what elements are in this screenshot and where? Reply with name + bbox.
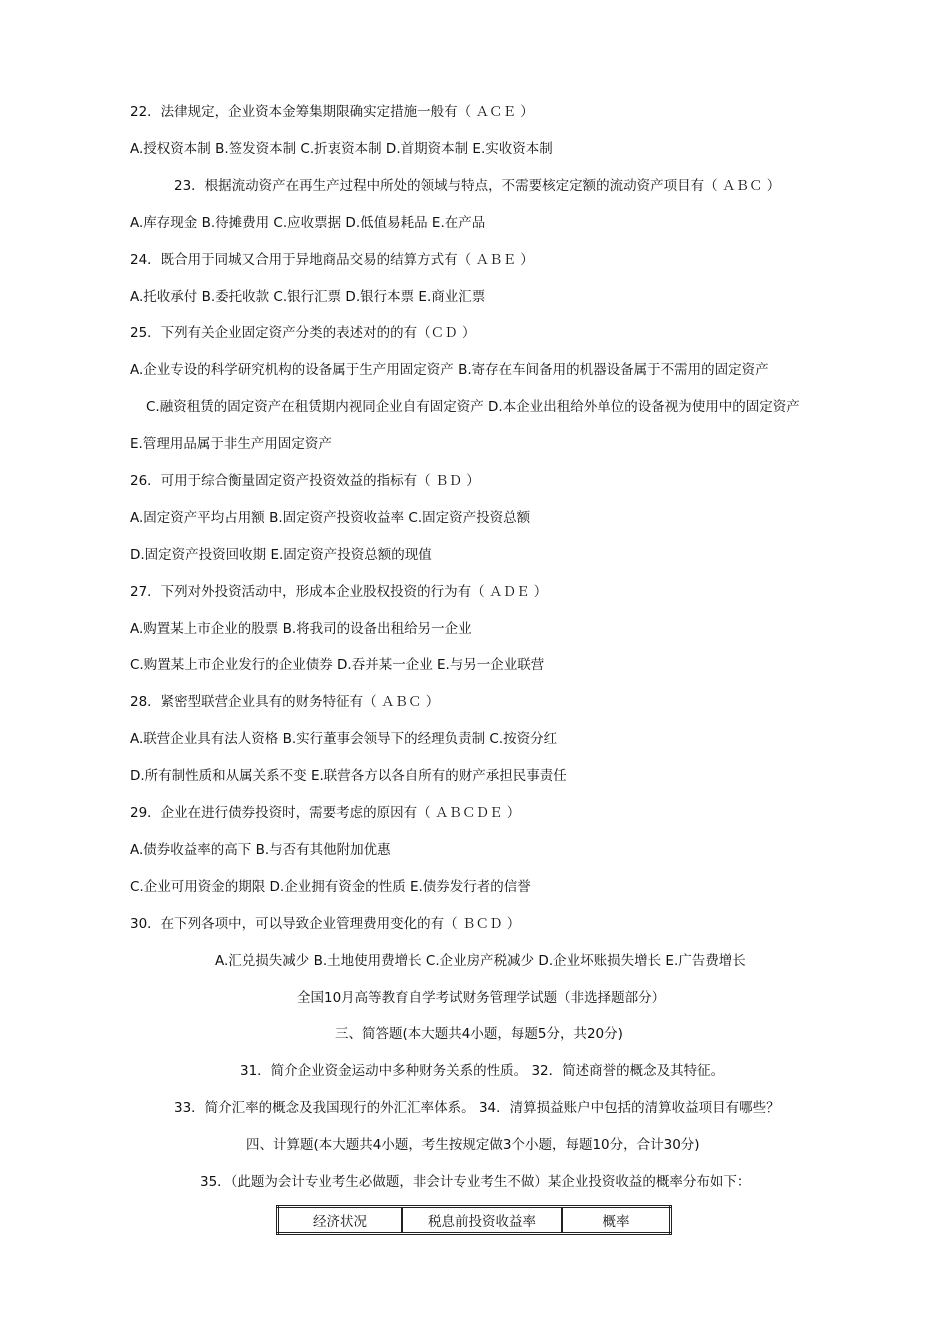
table-header-cell: 经济状况 [313,1214,367,1230]
table-header-row [278,1207,671,1234]
options-27-ab: A.购置某上市企业的股票 B.将我司的设备出租给另一企业 [130,621,472,637]
options-25-ab: A.企业专设的科学研究机构的设备属于生产用固定资产 B.寄存在车间备用的机器设备属于不需用的固定资产 [130,362,769,378]
options-26-de: D.固定资产投资回收期 E.固定资产投资总额的现值 [130,547,432,563]
options-28-de: D.所有制性质和从属关系不变 E.联营各方以各自所有的财产承担民事责任 [130,768,567,784]
probability-table [276,1205,672,1235]
options-24: A.托收承付 B.委托收款 C.银行汇票 D.银行本票 E.商业汇票 [130,289,486,305]
question-29: 29．企业在进行债券投资时，需要考虑的原因有（ ＡＢＣＤＥ ） [130,805,521,821]
question-23: 23．根据流动资产在再生产过程中所处的领域与特点，不需要核定定额的流动资产项目有（ ＡＢＣ ） [174,178,781,194]
question-25: 25．下列有关企业固定资产分类的表述对的的有（ＣＤ ） [130,325,476,341]
question-35: 35．（此题为会计专业考生必做题，非会计专业考生不做）某企业投资收益的概率分布如下： [200,1174,751,1190]
options-22: A.授权资本制 B.签发资本制 C.折衷资本制 D.首期资本制 E.实收资本制 [130,141,553,157]
options-25-cd: C.融资租赁的固定资产在租赁期内视同企业自有固定资产 D.本企业出租给外单位的设备视为使用中的固定资产 [146,399,800,415]
question-30: 30．在下列各项中，可以导致企业管理费用变化的有（ ＢＣＤ ） [130,916,521,932]
questions-31-32: 31．简介企业资金运动中多种财务关系的性质。 32．简述商誉的概念及其特征。 [240,1063,725,1079]
question-24: 24．既合用于同城又合用于异地商品交易的结算方式有（ ＡＢＥ ） [130,252,534,268]
options-26-abc: A.固定资产平均占用额 B.固定资产投资收益率 C.固定资产投资总额 [130,510,531,526]
table-header-cell: 概率 [562,1207,671,1234]
question-28: 28．紧密型联营企业具有的财务特征有（ ＡＢＣ ） [130,694,440,710]
options-29-ab: A.债券收益率的高下 B.与否有其他附加优惠 [130,842,391,858]
options-27-cde: C.购置某上市企业发行的企业债券 D.吞并某一企业 E.与另一企业联营 [130,657,545,673]
short-answer-heading: 三、简答题(本大题共4小题，每题5分，共20分) [335,1026,623,1042]
question-26: 26．可用于综合衡量固定资产投资效益的指标有（ ＢＤ ） [130,473,480,489]
table-header-cell: 税息前投资收益率 [402,1207,562,1234]
calculation-heading: 四、计算题(本大题共4小题，考生按规定做3个小题，每题10分，合计30分) [246,1137,700,1153]
options-25-e: E.管理用品属于非生产用固定资产 [130,436,332,452]
options-23: A.库存现金 B.待摊费用 C.应收票据 D.低值易耗品 E.在产品 [130,215,486,231]
options-28-abc: A.联营企业具有法人资格 B.实行董事会领导下的经理负责制 C.按资分红 [130,731,558,747]
question-27: 27．下列对外投资活动中，形成本企业股权投资的行为有（ ＡＤＥ ） [130,584,548,600]
questions-33-34: 33．简介汇率的概念及我国现行的外汇汇率体系。 34．清算损益账户中包括的清算收益项目有哪些？ [174,1100,780,1116]
section-title: 全国10月高等教育自学考试财务管理学试题（非选择题部分） [297,990,666,1006]
options-29-cde: C.企业可用资金的期限 D.企业拥有资金的性质 E.债券发行者的信誉 [130,879,531,895]
question-22: 22．法律规定，企业资本金筹集期限确实定措施一般有（ ＡＣＥ ） [130,104,534,120]
options-30: A.汇兑损失减少 B.土地使用费增长 C.企业房产税减少 D.企业坏账损失增长 E.广告费增长 [215,953,746,969]
